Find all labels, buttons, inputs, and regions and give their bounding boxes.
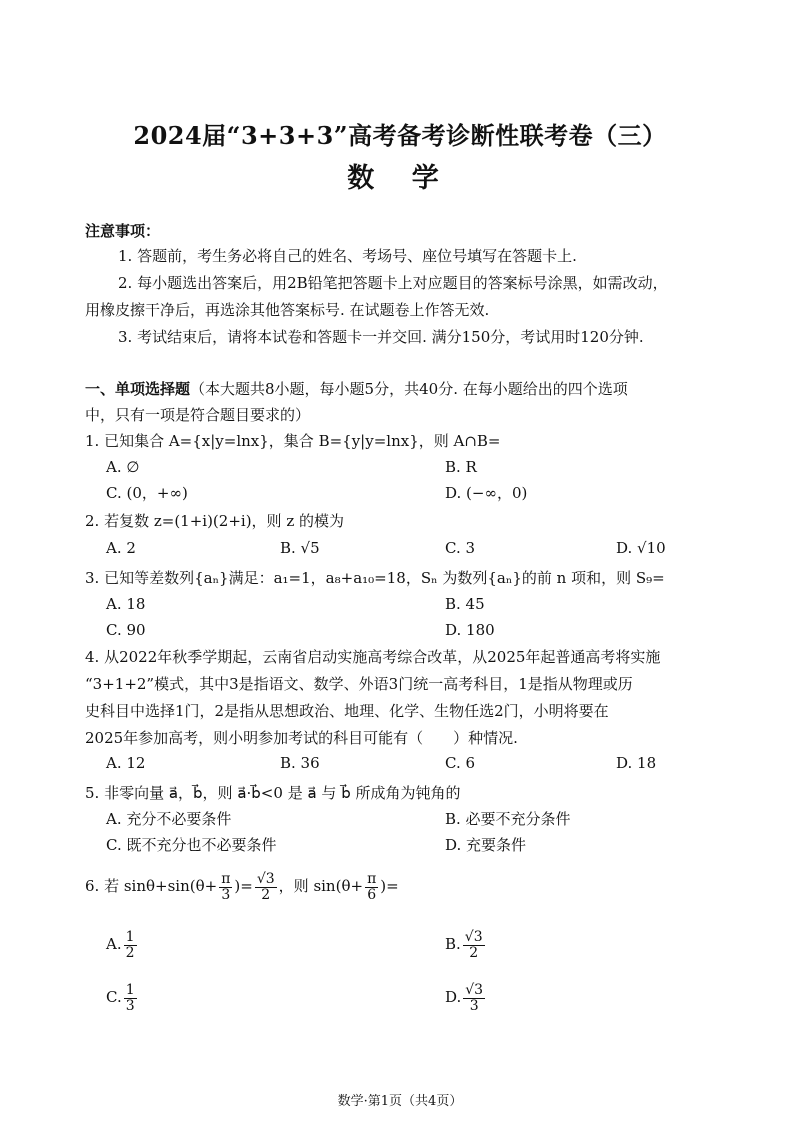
q5-option-a: A. 充分不必要条件 [106,810,232,828]
q4-stem-line-3: 史科目中选择1门，2是指从思想政治、地理、化学、生物任选2门，小明将要在 [85,702,609,720]
q6-stem [85,866,399,906]
notice-heading: 注意事项： [85,222,161,240]
q5-option-d: D. 充要条件 [445,836,527,854]
q3-stem: 3. 已知等差数列{aₙ}满足：a₁=1，a₈+a₁₀=18，Sₙ 为数列{aₙ}的前 n 项和，则 S₉= [85,569,665,587]
section-1-desc-cont: 中，只有一项是符合题目要求的） [85,406,311,424]
q6-frac2-num: √3 [256,870,275,887]
q3-option-d: D. 180 [445,621,495,639]
q4-option-c: C. 6 [445,754,476,772]
q6-option-b-den: 2 [469,944,479,961]
q6-option-d-num: √3 [465,981,484,998]
section-1-header [85,378,628,400]
notice-item-3: 3. 考试结束后，请将本试卷和答题卡一并交回. 满分150分，考试用时120分钟. [118,328,644,346]
q6-option-b-label: B. [445,935,461,953]
q6-option-b-num: √3 [464,928,483,945]
q5-stem: 5. 非零向量 a⃗，b⃗，则 a⃗·b⃗<0 是 a⃗ 与 b⃗ 所成角为钝角的 [85,784,461,802]
q6-option-c [106,975,139,1019]
section-1-title: 一、单项选择题 [85,380,191,398]
q1-option-d: D. (−∞，0) [445,484,528,502]
q4-option-d: D. 18 [616,754,657,772]
q6-frac3-num: π [367,870,377,887]
q6-frac3-den: 6 [367,886,377,903]
q6-option-b-fraction [463,930,485,960]
q2-option-b: B. √5 [280,539,320,557]
q6-option-d-fraction [463,983,485,1013]
q3-option-c: C. 90 [106,621,146,639]
q4-option-b: B. 36 [280,754,320,772]
q3-option-a: A. 18 [106,595,146,613]
q6-fraction-pi-over-6 [365,872,378,902]
q6-stem-part-1: 6. 若 sinθ+sin(θ+ [85,877,218,895]
q2-option-d: D. √10 [616,539,666,557]
q6-option-a-fraction [124,930,137,960]
q3-option-b: B. 45 [445,595,485,613]
q4-stem-line-1: 4. 从2022年秋季学期起，云南省启动实施高考综合改革，从2025年起普通高考将实施 [85,648,661,666]
q6-option-c-fraction [124,983,137,1013]
notice-item-2: 2. 每小题选出答案后，用2B铅笔把答题卡上对应题目的答案标号涂黑，如需改动， [118,274,668,292]
exam-title: 2024届“3+3+3”高考备考诊断性联考卷（三） [133,121,667,150]
q1-option-c: C. (0，+∞) [106,484,188,502]
q2-stem: 2. 若复数 z=(1+i)(2+i)，则 z 的模为 [85,512,344,530]
q6-stem-part-3: ，则 sin(θ+ [278,877,364,895]
q1-stem: 1. 已知集合 A={x|y=lnx}，集合 B={y|y=lnx}，则 A∩B= [85,432,501,450]
q1-option-a: A. ∅ [106,458,140,476]
q6-frac1-den: 3 [221,886,231,903]
notice-item-2-cont: 用橡皮擦干净后，再选涂其他答案标号. 在试题卷上作答无效. [85,301,490,319]
q6-fraction-pi-over-3 [219,872,232,902]
q6-option-d-den: 3 [469,997,479,1014]
q2-option-a: A. 2 [106,539,136,557]
q5-option-c: C. 既不充分也不必要条件 [106,836,277,854]
q6-option-c-label: C. [106,988,122,1006]
q6-option-d [445,975,487,1019]
q6-option-a-num: 1 [125,928,135,945]
q4-option-a: A. 12 [106,754,146,772]
q6-stem-part-2: )= [234,877,253,895]
q6-frac1-num: π [221,870,231,887]
section-1-desc: （本大题共8小题，每小题5分，共40分. 在每小题给出的四个选项 [190,380,628,398]
q6-fraction-sqrt3-over-2 [255,872,277,902]
q6-option-c-num: 1 [125,981,135,998]
q6-option-a [106,922,139,966]
q4-stem-line-2: “3+1+2”模式，其中3是指语文、数学、外语3门统一高考科目，1是指从物理或历 [85,675,633,693]
q6-stem-part-4: )= [380,877,399,895]
q1-option-b: B. R [445,458,477,476]
q6-frac2-den: 2 [261,886,271,903]
q6-option-d-label: D. [445,988,462,1006]
q6-option-a-label: A. [106,935,122,953]
q6-option-c-den: 3 [125,997,135,1014]
notice-item-1: 1. 答题前，考生务必将自己的姓名、考场号、座位号填写在答题卡上. [118,247,577,265]
q5-option-b: B. 必要不充分条件 [445,810,571,828]
q6-option-a-den: 2 [125,944,135,961]
q2-option-c: C. 3 [445,539,476,557]
page-footer: 数学·第1页（共4页） [337,1094,463,1109]
subject-title: 数 学 [347,163,453,194]
q6-option-b [445,922,487,966]
q4-stem-line-4: 2025年参加高考，则小明参加考试的科目可能有（ ）种情况. [85,729,518,747]
